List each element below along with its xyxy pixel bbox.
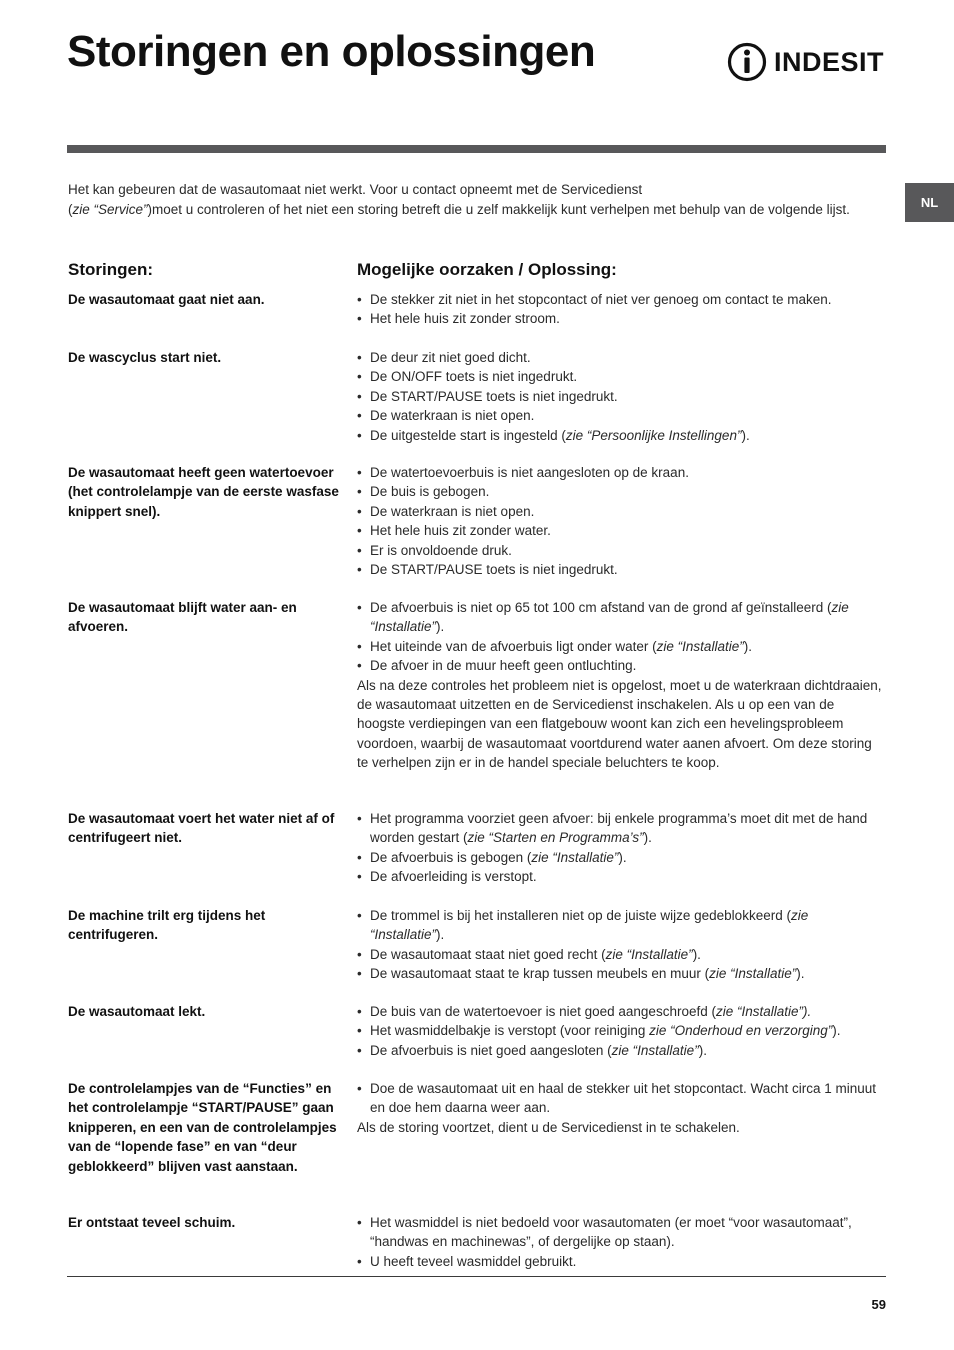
cause-reference: zie “Installatie”	[370, 908, 809, 943]
causes-heading: Mogelijke oorzaken / Oplossing:	[357, 260, 617, 279]
cause-item	[357, 945, 885, 964]
cause-text: De afvoerbuis is gebogen (	[370, 849, 532, 865]
fault-label: De wasautomaat lekt.	[68, 1004, 206, 1019]
cause-item	[357, 867, 885, 886]
cause-note: Als de storing voortzet, dient u de Servicedienst in te schakelen.	[357, 1119, 740, 1135]
cause-reference: zie “Installatie”	[709, 966, 797, 982]
cause-item	[357, 598, 885, 637]
cause-item	[357, 1021, 885, 1040]
cause-reference: zie “Starten en Programma’s”	[467, 830, 644, 846]
cause-text: De afvoerbuis is niet goed aangesloten (	[370, 1042, 612, 1058]
cause-item	[357, 637, 885, 656]
cause-text: Het uiteinde van de afvoerbuis ligt onder water (	[370, 638, 657, 654]
cause-reference: zie “Installatie”	[531, 849, 619, 865]
cause-item	[357, 1079, 885, 1118]
cause-text: De waterkraan is niet open.	[370, 503, 535, 519]
cause-text: Er is onvoldoende druk.	[370, 542, 512, 558]
cause-tail: ).	[743, 638, 752, 654]
cause-text: De afvoerleiding is verstopt.	[370, 869, 537, 885]
fault-label: De wasautomaat heeft geen watertoevoer (het controlelampje van de eerste wasfase knippert snel).	[68, 465, 339, 519]
cause-tail: ).	[643, 830, 652, 846]
cause-note: Als na deze controles het probleem niet is opgelost, moet u de waterkraan dichtdraaien, de wasautomaat uitzetten en de Servicedienst inschakelen. Als u op een van de hoogste verdiepingen van een flatgebouw woont kan zich een hevelingsprobleem voordoen, waarbij de wasautomaat voortdurend water aanen afvoert. Om deze storing te verhelpen zijn er in de handel speciale beluchters te koop.	[357, 677, 882, 771]
fault-label: De wasautomaat gaat niet aan.	[68, 292, 265, 307]
cause-text: De watertoevoerbuis is niet aangesloten op de kraan.	[370, 465, 689, 480]
cause-text: Het hele huis zit zonder water.	[370, 523, 551, 539]
fault-label: De machine trilt erg tijdens het centrifugeren.	[68, 908, 266, 943]
cause-bullets	[357, 1079, 885, 1118]
cause-text: De wasautomaat staat te krap tussen meubels en muur (	[370, 966, 710, 982]
cause-text: De afvoerbuis is niet op 65 tot 100 cm afstand van de grond af geïnstalleerd (	[370, 600, 832, 615]
intro-open-paren: (	[68, 201, 73, 217]
cause-tail: ).	[436, 619, 445, 635]
cause-text: De trommel is bij het installeren niet op de juiste wijze gedeblokkeerd (	[370, 908, 791, 923]
fault-label: De wascyclus start niet.	[68, 350, 222, 365]
cause-text: De ON/OFF toets is niet ingedrukt.	[370, 369, 578, 385]
cause-tail: ).	[741, 427, 750, 443]
cause-list	[357, 598, 885, 773]
cause-list	[357, 1002, 885, 1060]
cause-item	[357, 348, 885, 367]
cause-list	[357, 809, 885, 887]
page-title: Storingen en oplossingen	[67, 27, 596, 76]
cause-text: De START/PAUSE toets is niet ingedrukt.	[370, 562, 618, 578]
cause-item	[357, 387, 885, 406]
cause-bullets	[357, 598, 885, 676]
footer-rule	[67, 1276, 886, 1277]
cause-tail: ).	[832, 1023, 841, 1039]
fault-label: De wasautomaat voert het water niet af of centrifugeert niet.	[68, 811, 335, 846]
faults-heading: Storingen:	[68, 260, 153, 279]
cause-list	[357, 348, 885, 445]
cause-item	[357, 848, 885, 867]
cause-reference: zie “Installatie”	[611, 1042, 699, 1058]
cause-item	[357, 1041, 885, 1060]
cause-text: De buis van de watertoevoer is niet goed aangeschroefd (	[370, 1004, 716, 1019]
cause-list	[357, 290, 885, 329]
cause-bullets	[357, 348, 885, 445]
cause-text: De afvoer in de muur heeft geen ontluchting.	[370, 658, 637, 674]
cause-item	[357, 482, 885, 501]
cause-text: Het hele huis zit zonder stroom.	[370, 311, 560, 327]
cause-bullets	[357, 1002, 885, 1060]
header-rule	[67, 145, 886, 153]
intro-reference: zie “Service”	[72, 201, 148, 217]
intro-rest: )moet u controleren of het niet een storing betreft die u zelf makkelijk kunt verhelpen met behulp van de volgende lijst.	[147, 201, 850, 217]
cause-item	[357, 964, 885, 983]
cause-bullets	[357, 1213, 885, 1271]
cause-text: De deur zit niet goed dicht.	[370, 350, 531, 365]
cause-text: Doe de wasautomaat uit en haal de stekker uit het stopcontact. Wacht circa 1 minuut en doe hem daarna weer aan.	[370, 1081, 877, 1116]
cause-item	[357, 541, 885, 560]
cause-item	[357, 463, 885, 482]
cause-tail: ).	[698, 1042, 707, 1058]
intro-line1: Het kan gebeuren dat de wasautomaat niet werkt. Voor u contact opneemt met de Servicedienst	[68, 182, 643, 197]
cause-text: De wasautomaat staat niet goed recht (	[370, 946, 606, 962]
cause-text: Het wasmiddel is niet bedoeld voor wasautomaten (er moet “voor wasautomaat”, “handwas en machinewas”, of dergelijke op staan).	[370, 1215, 852, 1250]
cause-tail: ).	[796, 966, 805, 982]
cause-reference: zie “Installatie”	[605, 946, 693, 962]
cause-list	[357, 906, 885, 984]
cause-text: De stekker zit niet in het stopcontact of niet ver genoeg om contact te maken.	[370, 292, 832, 307]
page-number: 59	[871, 1297, 886, 1312]
language-tab: NL	[905, 183, 954, 222]
cause-item	[357, 521, 885, 540]
cause-text: De waterkraan is niet open.	[370, 408, 535, 424]
cause-item	[357, 656, 885, 675]
cause-item	[357, 367, 885, 386]
cause-text: Het programma voorziet geen afvoer: bij enkele programma’s moet dit met de hand worden gestart (	[370, 811, 868, 846]
cause-item	[357, 502, 885, 521]
cause-reference: zie “Installatie”	[370, 600, 849, 635]
fault-label: Er ontstaat teveel schuim.	[68, 1215, 236, 1230]
cause-item	[357, 1002, 885, 1021]
cause-reference: zie “Persoonlijke Instellingen”	[565, 427, 742, 443]
cause-tail: ).	[692, 946, 701, 962]
cause-text: Het wasmiddelbakje is verstopt (voor reiniging	[370, 1023, 650, 1039]
cause-bullets	[357, 906, 885, 984]
cause-tail: ).	[436, 927, 445, 943]
cause-item	[357, 906, 885, 945]
brand-name: INDESIT	[774, 46, 885, 77]
cause-text: U heeft teveel wasmiddel gebruikt.	[370, 1253, 577, 1269]
brand-logo	[726, 40, 884, 84]
cause-bullets	[357, 290, 885, 329]
cause-item	[357, 426, 885, 445]
cause-text: De uitgestelde start is ingesteld (	[370, 427, 566, 443]
cause-bullets	[357, 463, 885, 579]
cause-item	[357, 1252, 885, 1271]
fault-label: De wasautomaat blijft water aan- en afvoeren.	[68, 600, 297, 635]
cause-item	[357, 560, 885, 579]
cause-bullets	[357, 809, 885, 887]
cause-text: De buis is gebogen.	[370, 484, 490, 500]
fault-label: De controlelampjes van de “Functies” en het controlelampje “START/PAUSE” gaan knipperen, en een van de controlelampjes van de “lopende fase” en van “deur geblokkeerd” blijven vast aanstaan.	[68, 1081, 337, 1174]
cause-list	[357, 463, 885, 579]
cause-reference: zie “Installatie”	[656, 638, 744, 654]
intro-text	[68, 180, 883, 219]
cause-reference: zie “Onderhoud en verzorging”	[649, 1023, 833, 1039]
cause-item	[357, 1213, 885, 1252]
cause-list	[357, 1079, 885, 1137]
cause-tail: ).	[618, 849, 627, 865]
cause-list	[357, 1213, 885, 1271]
cause-item	[357, 809, 885, 848]
cause-text: De START/PAUSE toets is niet ingedrukt.	[370, 388, 618, 404]
cause-reference: zie “Installatie”).	[715, 1004, 812, 1019]
cause-item	[357, 290, 885, 309]
cause-item	[357, 309, 885, 328]
cause-item	[357, 406, 885, 425]
indesit-logo-icon	[726, 40, 768, 84]
